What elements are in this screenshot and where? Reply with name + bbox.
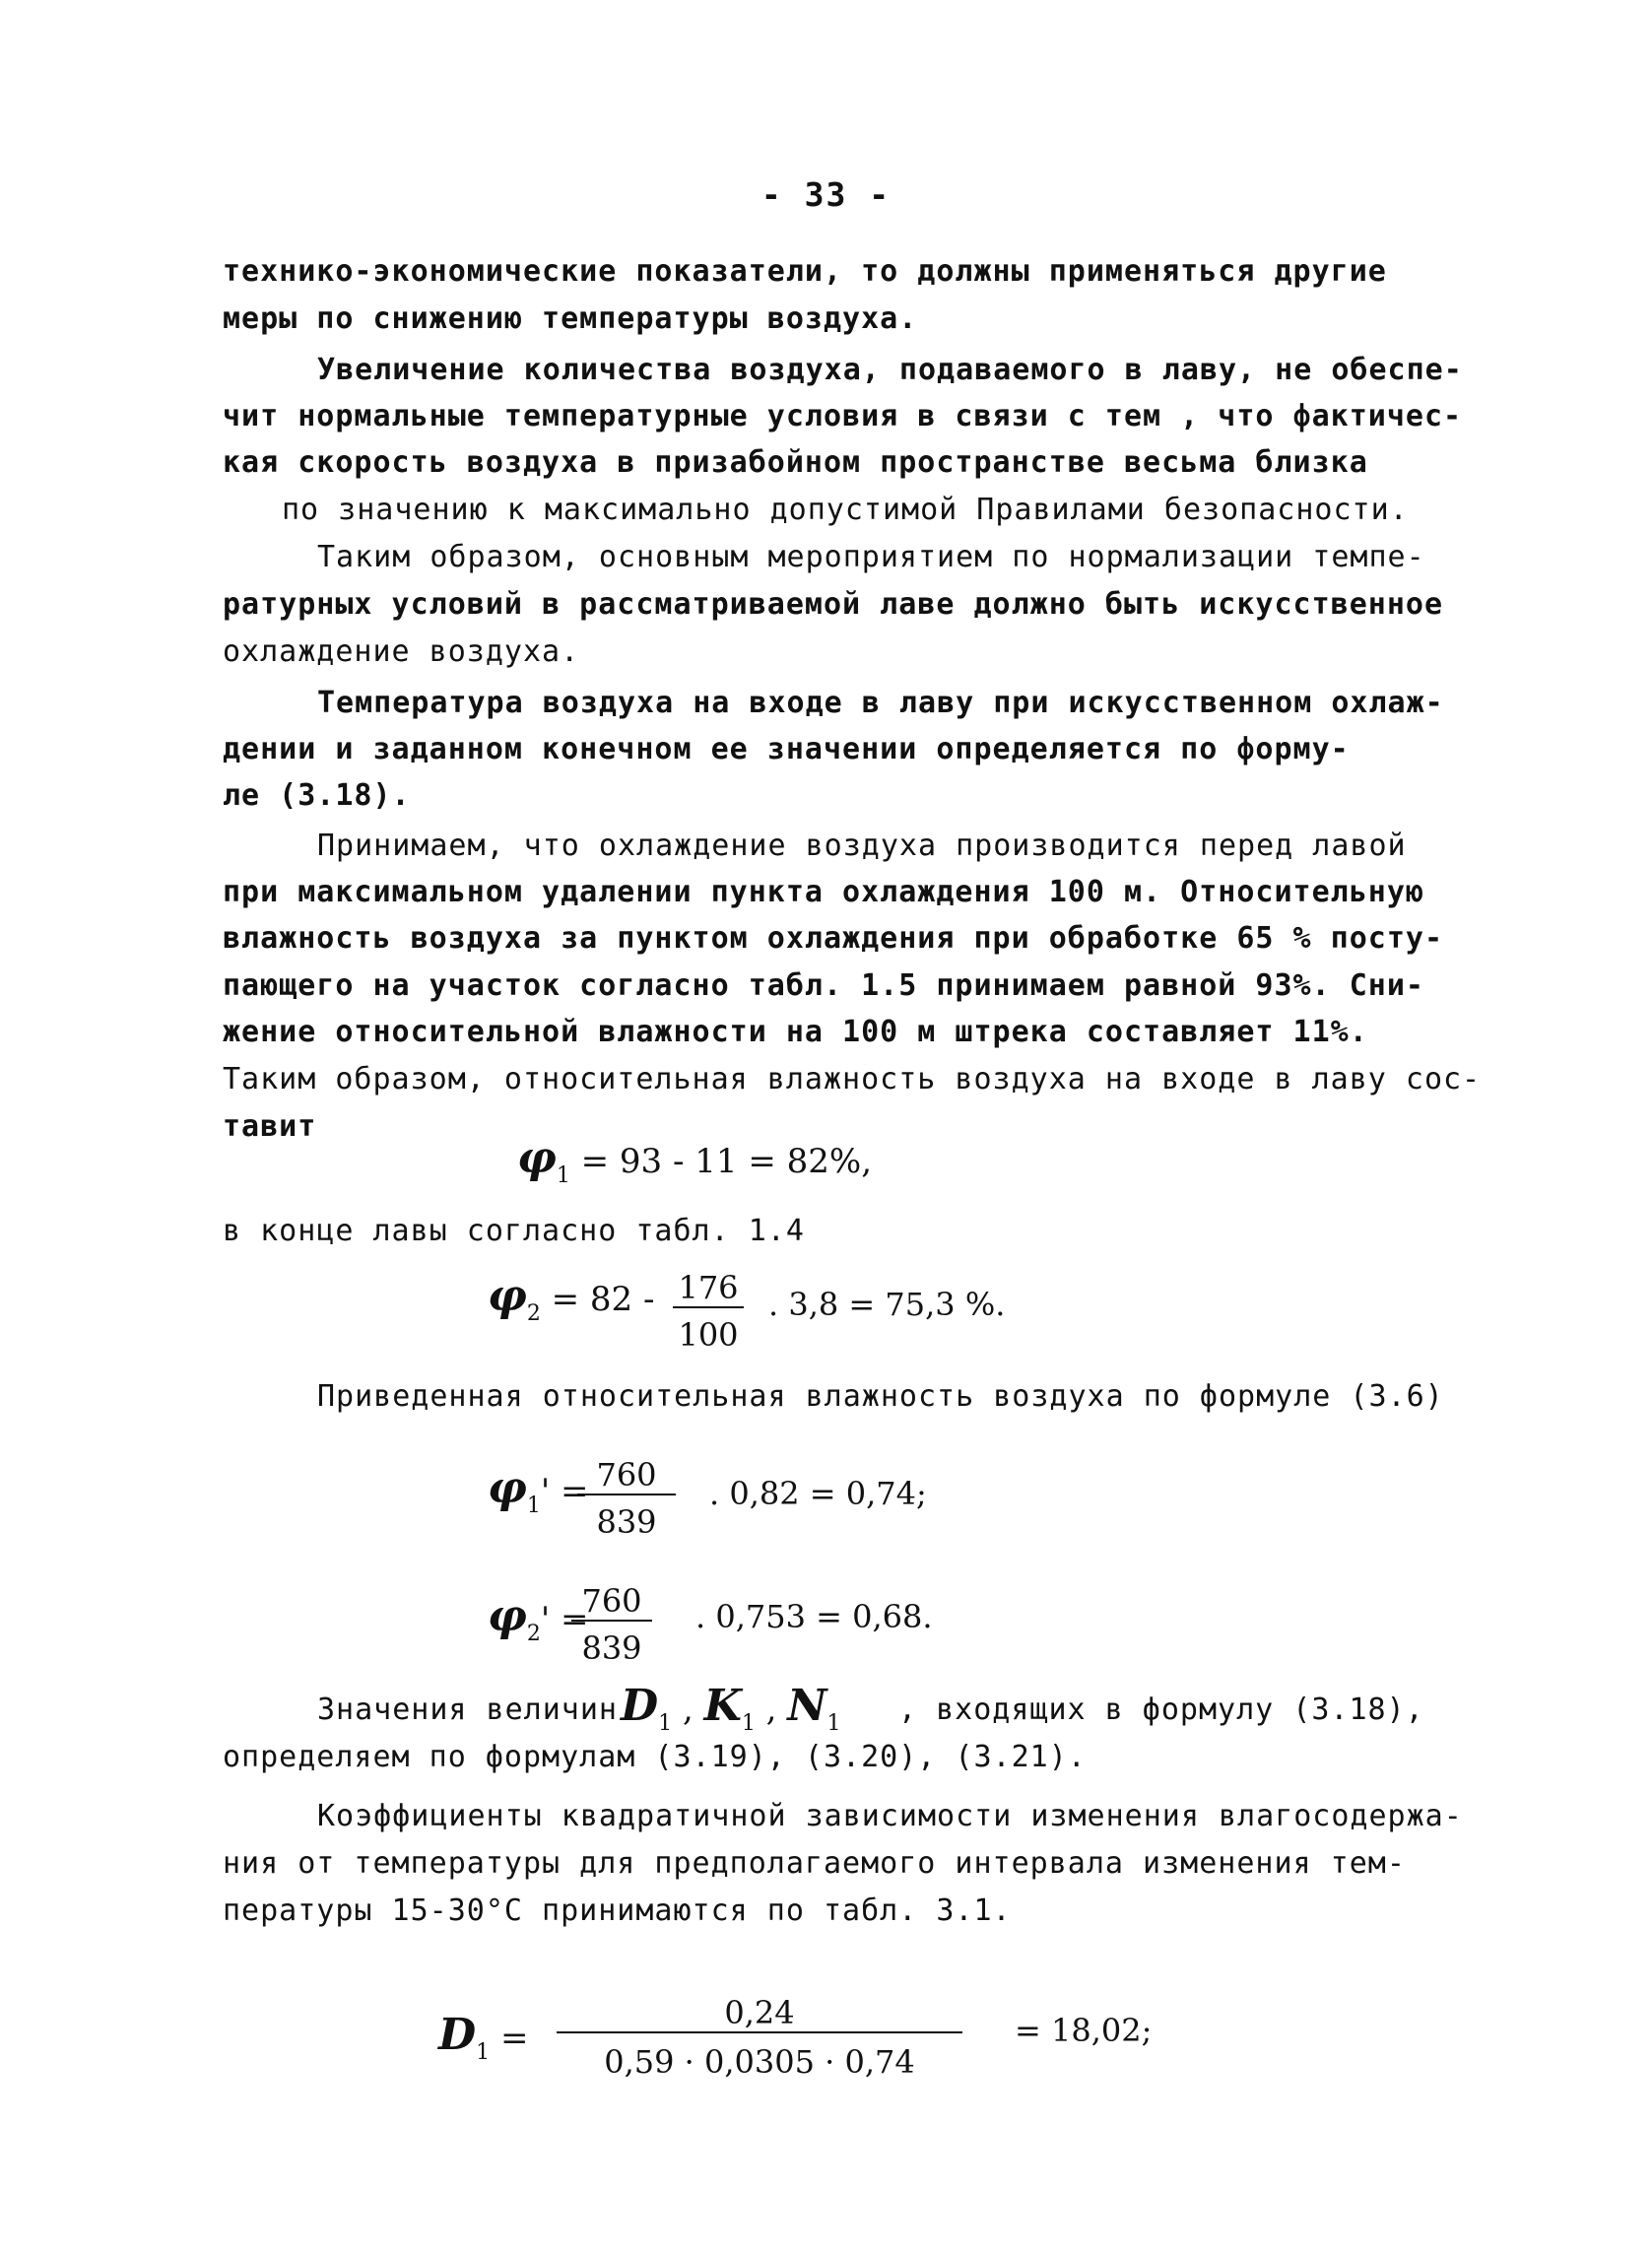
page-number: - 33 -: [760, 175, 892, 214]
fraction-denominator: 0,59 · 0,0305 · 0,74: [604, 2043, 915, 2081]
phi-symbol: φ: [488, 1591, 527, 1641]
text-line: Значения величин: [317, 1693, 618, 1727]
formula-phi1-prime: [488, 1463, 588, 1518]
text-line: жение относительной влажности на 100 м штрека составляет 11%.: [223, 1015, 1368, 1049]
formula-expression: = 93 - 11 = 82%,: [580, 1142, 873, 1181]
text-line: Увеличение количества воздуха, подаваемого в лаву, не обеспе-: [317, 353, 1463, 387]
subscript: 2: [526, 1301, 541, 1326]
text-line: Коэффициенты квадратичной зависимости изменения влагосодержа-: [317, 1799, 1463, 1833]
formula-rhs: . 0,82 = 0,74;: [709, 1475, 927, 1512]
text-line: определяем по формулам (3.19), (3.20), (3.21).: [223, 1740, 1087, 1774]
equals-sign: =: [560, 1600, 589, 1639]
prime: ': [540, 1472, 551, 1511]
text-line: в конце лавы согласно табл. 1.4: [223, 1214, 805, 1248]
text-line: Таким образом, основным мероприятием по нормализации темпе-: [317, 540, 1425, 574]
fraction-denominator: 839: [581, 1629, 642, 1667]
text-line: Таким образом, относительная влажность воздуха на входе в лаву сос-: [223, 1062, 1482, 1096]
subscript: 1: [826, 1711, 841, 1736]
variable-k: K: [703, 1681, 742, 1731]
text-line: технико-экономические показатели, то должны применяться другие: [223, 254, 1387, 289]
text-line: чит нормальные температурные условия в связи с тем , что фактичес-: [223, 399, 1463, 433]
fraction-denominator: 839: [596, 1503, 657, 1541]
text-line: кая скорость воздуха в призабойном пространстве весьма близка: [223, 445, 1368, 480]
formula-phi2: [488, 1271, 654, 1326]
formula-rhs: = 18,02;: [1015, 2012, 1153, 2049]
equals-sign: =: [499, 2019, 529, 2058]
subscript: 1: [741, 1711, 756, 1736]
fraction-denominator: 100: [678, 1316, 739, 1354]
text-line: по значению к максимально допустимой Правилами безопасности.: [282, 493, 1409, 527]
prime: ': [540, 1600, 551, 1639]
formula-d1: [438, 2010, 528, 2065]
text-line: , входящих в формулу (3.18),: [898, 1693, 1424, 1727]
phi-symbol: φ: [488, 1463, 527, 1513]
text-line: меры по снижению температуры воздуха.: [223, 301, 918, 336]
variable-n: N: [787, 1681, 827, 1731]
equals-sign: =: [560, 1472, 589, 1511]
fraction-numerator: 760: [571, 1582, 652, 1622]
text-line: ле (3.18).: [223, 778, 411, 813]
subscript: 1: [476, 2040, 491, 2065]
text-line: ратурных условий в рассматриваемой лаве должно быть искусственное: [223, 587, 1443, 622]
text-line: пературы 15-30°С принимаются по табл. 3.1.: [223, 1893, 1012, 1928]
text-line: Температура воздуха на входе в лаву при искусственном охлаж-: [317, 686, 1444, 720]
subscript: 1: [526, 1494, 541, 1518]
variable-d: D: [621, 1681, 659, 1731]
text-line: Принимаем, что охлаждение воздуха производится перед лавой: [317, 829, 1407, 863]
formula-rhs: . 0,753 = 0,68.: [695, 1598, 933, 1635]
fraction-numerator: 0,24: [557, 1994, 962, 2033]
text-line: при максимальном удалении пункта охлаждения 100 м. Относительную: [223, 875, 1424, 909]
phi-symbol: φ: [517, 1133, 557, 1183]
phi-symbol: φ: [488, 1271, 527, 1321]
subscript: 1: [556, 1163, 570, 1188]
text-line: пающего на участок согласно табл. 1.5 принимаем равной 93%. Сни-: [223, 968, 1424, 1003]
text-line: влажность воздуха за пунктом охлаждения при обработке 65 % посту-: [223, 921, 1443, 956]
text-line: охлаждение воздуха.: [223, 634, 580, 669]
subscript: 2: [526, 1622, 541, 1646]
text-line: дении и заданном конечном ее значении определяется по форму-: [223, 732, 1350, 766]
text-line: ния от температуры для предполагаемого интервала изменения тем-: [223, 1846, 1406, 1881]
subscript: 1: [658, 1711, 673, 1736]
text-line: тавит: [223, 1109, 317, 1144]
fraction-numerator: 760: [577, 1456, 676, 1495]
formula-rhs: . 3,8 = 75,3 %.: [768, 1286, 1006, 1323]
variables-group: [621, 1681, 841, 1736]
comma: ,: [682, 1690, 694, 1729]
text-line: Приведенная относительная влажность воздуха по формуле (3.6): [317, 1379, 1444, 1414]
comma: ,: [765, 1690, 777, 1729]
d-symbol: D: [438, 2010, 477, 2060]
formula-phi1: [517, 1133, 872, 1188]
formula-lhs: = 82 -: [551, 1280, 655, 1319]
fraction-numerator: 176: [673, 1269, 744, 1308]
